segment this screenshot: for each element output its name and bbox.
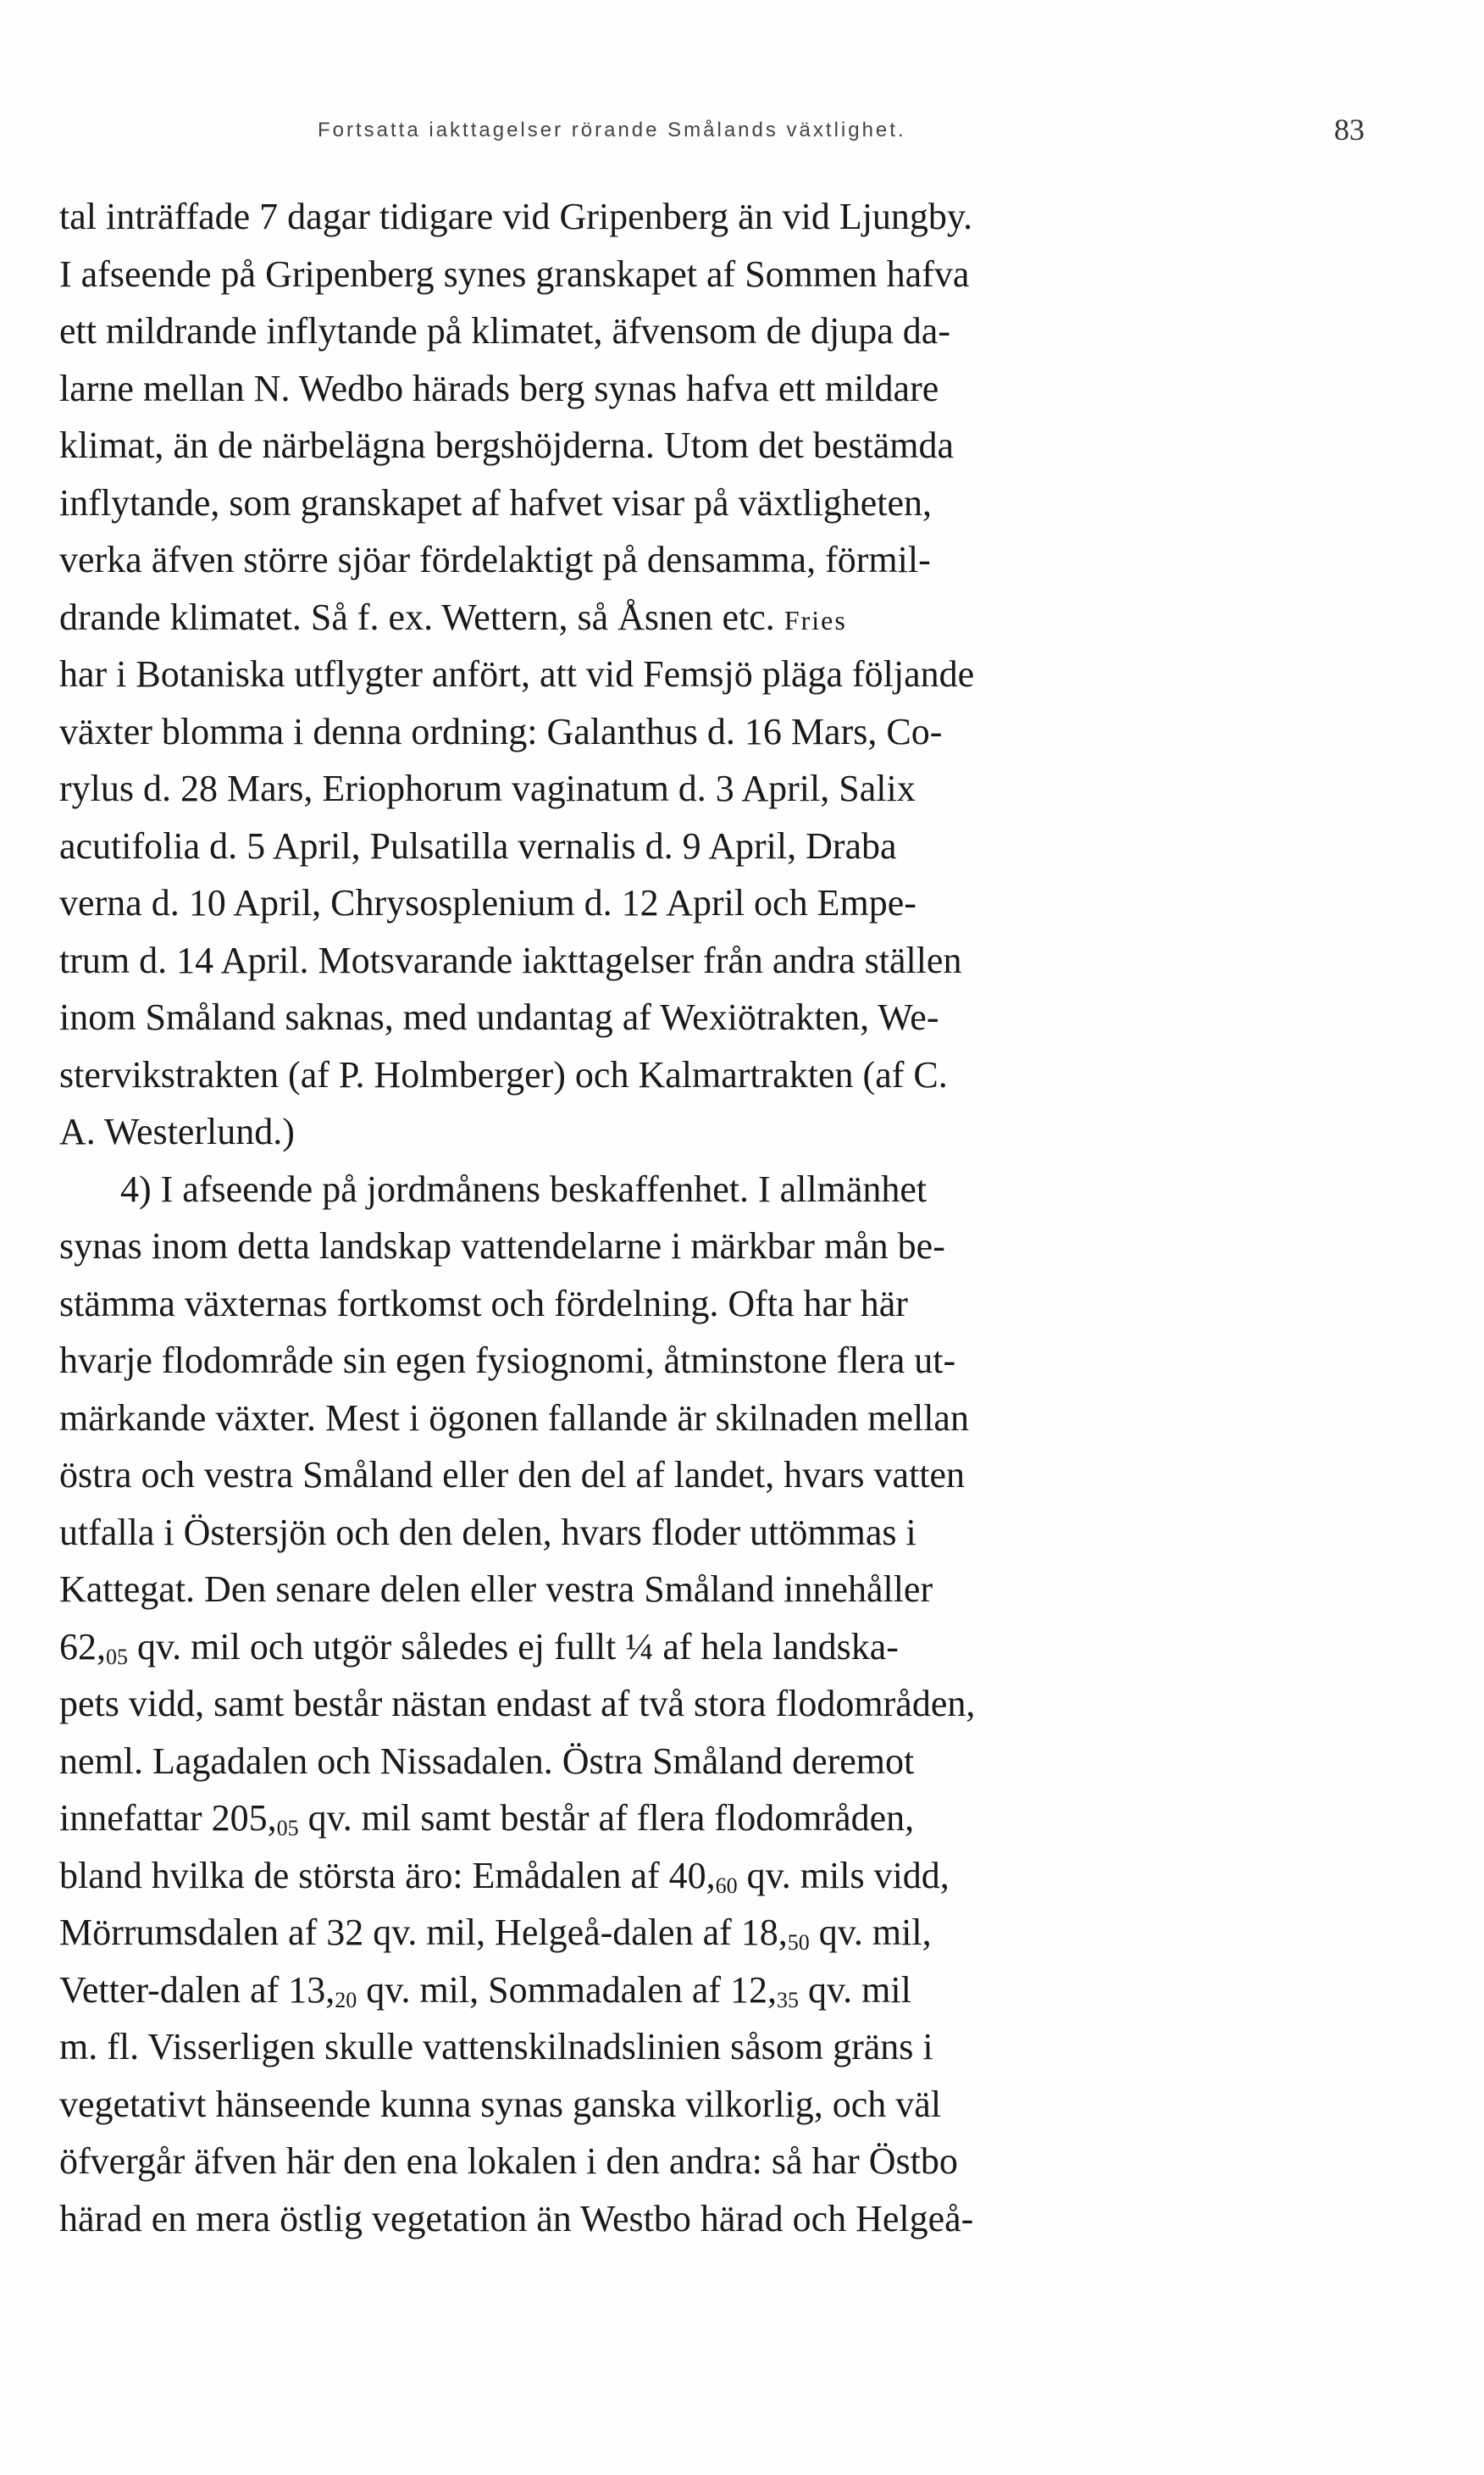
line-text: 62, (59, 1625, 106, 1668)
text-line: I afseende på Gripenberg synes granskapet af Sommen hafva (59, 252, 970, 295)
text-line: tal inträffade 7 dagar tidigare vid Gripenberg än vid Ljungby. (59, 196, 973, 237)
text-line: vegetativt hänseende kunna synas ganska vilkorlig, och väl (59, 2083, 942, 2125)
line-text: Mörrumsdalen af 32 qv. mil, Helgeå-dalen af (59, 1912, 732, 1953)
text-line: öfvergår äfven här den ena lokalen i den andra: så har Östbo (59, 2140, 958, 2182)
text-line (59, 589, 1262, 646)
text-line (59, 1962, 1262, 2019)
text-line: stämma växternas fortkomst och fördelning. Ofta har här (59, 1282, 908, 1324)
line-text: drande klimatet. Så f. ex. Wettern, så Åsnen etc. (59, 596, 775, 638)
line-text: qv. mil, Sommadalen af 12, (357, 1968, 778, 2011)
text-line: larne mellan N. Wedbo härads berg synas hafva ett mildare (59, 367, 939, 409)
subscript: 50 (787, 1930, 810, 1955)
text-line (59, 1904, 1262, 1962)
text-line: östra och vestra Småland eller den del af landet, hvars vatten (59, 1454, 966, 1496)
line-text: bland hvilka de största äro: Emådalen af 40, (59, 1854, 716, 1896)
subscript: 05 (106, 1644, 128, 1669)
text-line: stervikstrakten (af P. Holmberger) och Kalmartrakten (af C. (59, 1053, 948, 1096)
text-line: synas inom detta landskap vattendelarne i märkbar mån be- (59, 1225, 945, 1267)
line-text: 13, (279, 1968, 335, 2011)
text-line: har i Botaniska utflygter anfört, att vid Femsjö pläga följande (59, 653, 975, 695)
line-text: qv. mil, (809, 1912, 932, 1953)
text-line (59, 1790, 1262, 1847)
text-line: växter blomma i denna ordning: Galanthus d. 16 Mars, Co- (59, 710, 943, 752)
text-line: verka äfven större sjöar fördelaktigt på densamma, förmil- (59, 539, 931, 580)
body-text (59, 188, 1262, 2247)
line-text: Vetter-dalen af (59, 1968, 280, 2011)
text-line: acutifolia d. 5 April, Pulsatilla vernalis d. 9 April, Draba (59, 824, 897, 867)
text-line: verna d. 10 April, Chrysosplenium d. 12 April och Empe- (59, 882, 916, 924)
text-line: 4) I afseende på jordmånens beskaffenhet. I allmänhet (120, 1168, 928, 1210)
text-line: A. Westerlund.) (59, 1111, 295, 1152)
line-text: qv. mil samt består af flera flodområden, (298, 1797, 915, 1839)
text-line: inflytande, som granskapet af hafvet visar på växtligheten, (59, 481, 932, 524)
text-line (59, 1618, 1262, 1676)
text-line: neml. Lagadalen och Nissadalen. Östra Småland deremot (59, 1740, 915, 1782)
text-line: hvarje flodområde sin egen fysiognomi, åtminstone flera ut- (59, 1340, 956, 1381)
text-line: härad en mera östlig vegetation än Westbo härad och Helgeå- (59, 2197, 974, 2239)
running-head: Fortsatta iakttagelser rörande Smålands växtlighet. (318, 119, 906, 142)
text-line: Kattegat. Den senare delen eller vestra Småland innehåller (59, 1568, 933, 1610)
author-name-smallcaps: Fries (784, 604, 847, 635)
text-line: klimat, än de närbelägna bergshöjderna. Utom det bestämda (59, 425, 955, 466)
subscript: 20 (335, 1987, 357, 2012)
text-line: inom Småland saknas, med undantag af Wexiötrakten, We- (59, 996, 939, 1038)
line-text: af hela landska- (653, 1625, 899, 1668)
text-line: trum d. 14 April. Motsvarande iakttagelser från andra ställen (59, 939, 962, 981)
text-line: utfalla i Östersjön och den delen, hvars floder uttömmas i (59, 1511, 916, 1553)
line-text: 18, (731, 1912, 788, 1953)
line-text: qv. mil (799, 1968, 911, 2011)
line-text: qv. mil och utgör således ej fullt (128, 1625, 626, 1668)
text-line (59, 1847, 1262, 1905)
subscript: 35 (777, 1987, 800, 2012)
text-line: ett mildrande inflytande på klimatet, äfvensom de djupa da- (59, 310, 950, 352)
line-text: innefattar 205, (59, 1797, 277, 1839)
subscript: 60 (715, 1873, 738, 1898)
line-text: qv. mils vidd, (737, 1854, 950, 1896)
text-line: pets vidd, samt består nästan endast af två stora flodområden, (59, 1683, 976, 1724)
text-line: rylus d. 28 Mars, Eriophorum vaginatum d. 3 April, Salix (59, 768, 916, 809)
fraction: ¼ (625, 1625, 654, 1668)
text-line: m. fl. Visserligen skulle vattenskilnadslinien såsom gräns i (59, 2026, 933, 2067)
text-line: märkande växter. Mest i ögonen fallande är skilnaden mellan (59, 1396, 969, 1439)
page-number: 83 (1334, 113, 1365, 147)
subscript: 05 (276, 1816, 299, 1840)
